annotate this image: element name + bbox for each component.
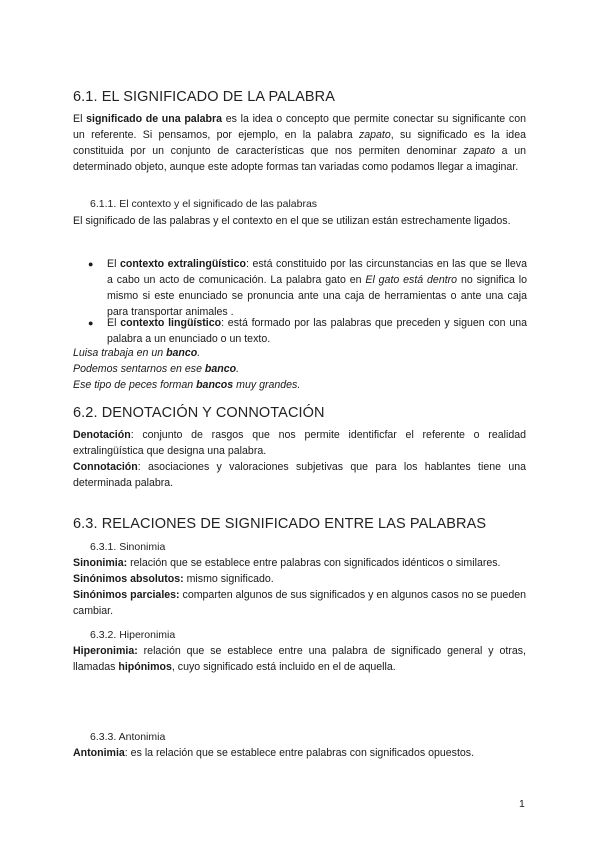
list-item-extralinguistico: El contexto extralingüístico: está constituido por las circunstancias en las que se lleva a cabo un acto de comunicación. La palabra gato en El gato está dentro no significa lo mismo si este enunciado se pronuncia ante una caja de herramientas o ante una caja para transportar animales . <box>107 258 527 318</box>
subsection-title-6-3-3: 6.3.3. Antonimia <box>90 731 166 743</box>
paragraph-denotacion: Denotación: conjunto de rasgos que nos permite identificfar el referente o realidad extralingüística que designa una palabra. <box>73 429 526 457</box>
section-title-6-3: 6.3. RELACIONES DE SIGNIFICADO ENTRE LAS PALABRAS <box>73 516 487 532</box>
section-title-6-2: 6.2. DENOTACIÓN Y CONNOTACIÓN <box>73 405 325 421</box>
bullet-icon: ● <box>88 318 94 328</box>
subsection-title-6-3-1: 6.3.1. Sinonimia <box>90 541 166 553</box>
example-line: Podemos sentarnos en ese banco. <box>73 363 240 375</box>
paragraph-antonimia: Antonimia: es la relación que se establece entre palabras con significados opuestos. <box>73 747 475 759</box>
paragraph-contexto: El significado de las palabras y el contexto en el que se utilizan están estrechamente ligados. <box>73 215 511 227</box>
paragraph-significado: El significado de una palabra es la idea o concepto que permite conectar su significante con un referente. Si pensamos, por ejemplo, en la palabra zapato, su significado es la idea constituida por un conjunto de características que nos permiten denominar zapato a un determinado objeto, aunque este adopte formas tan variadas como podamos llegar a imaginar. <box>73 113 526 173</box>
example-line: Ese tipo de peces forman bancos muy grandes. <box>73 379 301 391</box>
page-number: 1 <box>519 798 525 810</box>
paragraph-sinonimos-parciales: Sinónimos parciales: comparten algunos de sus significados y en algunos casos no se pueden cambiar. <box>73 589 526 617</box>
paragraph-sinonimia: Sinonimia: relación que se establece entre palabras con significados idénticos o similares. <box>73 557 501 569</box>
paragraph-hiperonimia: Hiperonimia: relación que se establece entre una palabra de significado general y otras, llamadas hipónimos, cuyo significado está incluido en el de aquella. <box>73 645 526 673</box>
list-item-linguistico: El contexto lingüístico: está formado por las palabras que preceden y siguen con una palabra a un enunciado o un texto. <box>107 317 527 345</box>
section-title-6-1: 6.1. EL SIGNIFICADO DE LA PALABRA <box>73 89 335 105</box>
bullet-icon: ● <box>88 259 94 269</box>
paragraph-connotacion: Connotación: asociaciones y valoraciones subjetivas que para los hablantes tiene una determinada palabra. <box>73 461 526 489</box>
paragraph-sinonimos-absolutos: Sinónimos absolutos: mismo significado. <box>73 573 274 585</box>
subsection-title-6-3-2: 6.3.2. Hiperonimia <box>90 629 176 641</box>
term-significado: significado de una palabra <box>86 113 223 125</box>
example-line: Luisa trabaja en un banco. <box>73 347 201 359</box>
subsection-title-6-1-1: 6.1.1. El contexto y el significado de las palabras <box>90 198 318 210</box>
